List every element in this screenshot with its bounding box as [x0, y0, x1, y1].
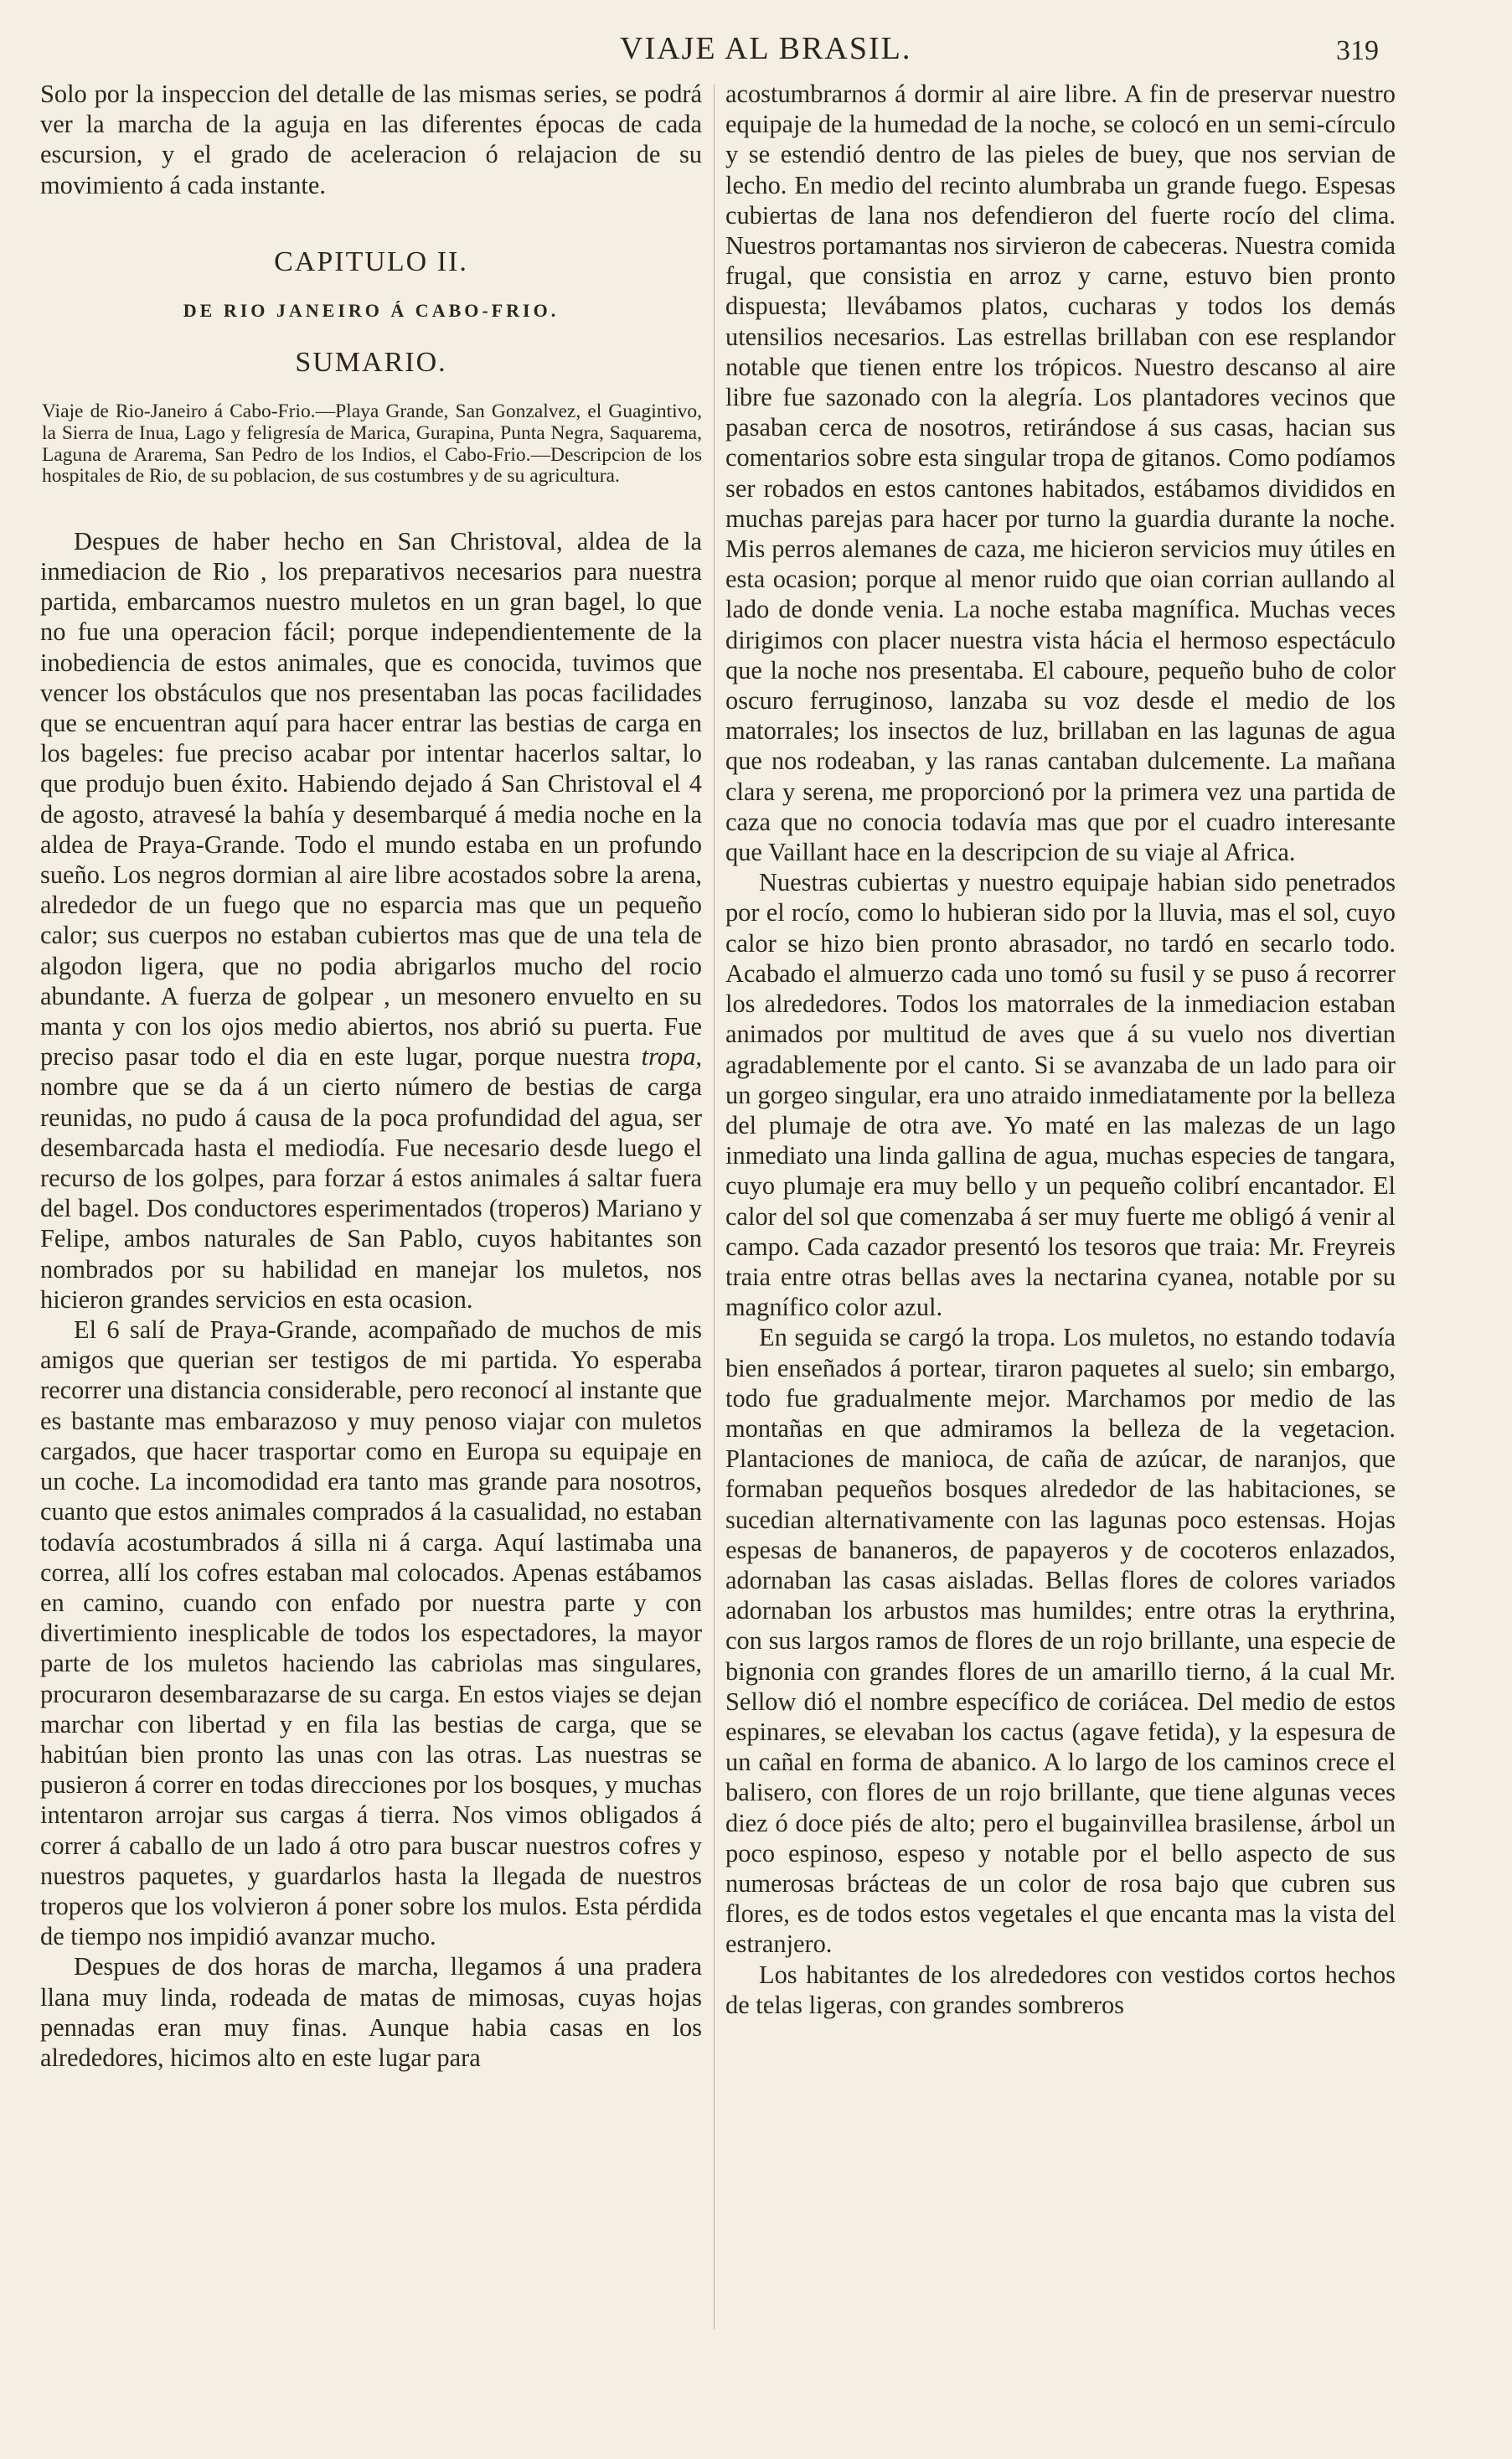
body-paragraph: En seguida se cargó la tropa. Los muletos, no estando todavía bien enseñados á portear, tiraron paquetes al suelo; sin embargo, todo fue gradualmente mejor. Marchamos por medio de las montañas en que admiramos la belleza de la vegetacion. Plantaciones de manioca, de caña de azúcar, de naranjos, que formaban pequeños bosques alrededor de las habitaciones, se sucedian alternativamente con las lagunas poco estensas. Hojas espesas de bananeros, de papayeros y de cocoteros enlazados, adornaban las casas aisladas. Bellas flores de colores variados adornaban los arbustos mas humildes; entre otras la erythrina, con sus largos ramos de flores de un rojo brillante, una especie de bignonia con grandes flores de un amarillo tierno, á la cual Mr. Sellow dió el nombre específico de coriácea. Del medio de estos espinares, se elevaban los cactus (agave fetida), y la espesura de un cañal en forma de abanico. A lo largo de los caminos crece el balisero, con flores de un rojo brillante, que tiene algunas veces diez ó doce piés de alto; pero el bugainvillea brasilense, árbol un poco espinoso, espeso y notable por el bello aspecto de sus numerosas brácteas de un color de rosa bajo que cubren sus flores, es de todos estos vegetales el que encanta mas la vista del estranjero. [725, 1323, 1396, 1959]
chapter-subtitle: DE RIO JANEIRO Á CABO-FRIO. [183, 300, 560, 322]
running-head [0, 30, 1512, 80]
left-column [40, 79, 702, 2073]
chapter-summary: Viaje de Rio-Janeiro á Cabo-Frio.—Playa Grande, San Gonzalvez, el Guagintivo, la Sierra de Inua, Lago y feligresía de Marica, Gurapina, Punta Negra, Saquarema, Laguna de Ararema, San Pedro de los Indios, el Cabo-Frio.—Descripcion de los hospitales de Rio, de su poblacion, de sus costumbres y de su agricultura. [42, 400, 702, 488]
page-number: 319 [1336, 35, 1379, 66]
body-paragraph: Despues de dos horas de marcha, llegamos á una pradera llana muy linda, rodeada de matas de mimosas, cuyas hojas pennadas eran muy finas. Aunque habia casas en los alrededores, hicimos alto en este lugar para [40, 1952, 702, 2072]
paragraph-text: nombre que se da á un cierto número de bestias de carga reunidas, no pudo á causa de la poca profundidad del agua, ser desembarcada hasta el mediodía. Fue necesario desde luego el recurso de los golpes, para forzar á estos animales á saltar fuera del bagel. Dos conductores esperimentados (troperos) Mariano y Felipe, ambos naturales de San Pablo, cuyos habitantes son nombrados por su habilidad en manejar los muletos, nos hicieron grandes servicios en esta ocasion. [40, 1072, 702, 1314]
body-paragraph: Nuestras cubiertas y nuestro equipaje habian sido penetrados por el rocío, como lo hubieran sido por la lluvia, mas el sol, cuyo calor se hizo bien pronto abrasador, no tardó en secarlo todo. Acabado el almuerzo cada uno tomó su fusil y se puso á recorrer los alrededores. Todos los matorrales de la inmediacion estaban animados por multitud de aves que á su vuelo nos divertian agradablemente por el canto. Si se avanzaba de un lado para oir un gorgeo singular, era uno atraido inmediatamente por la belleza del plumaje de otra ave. Yo maté en las malezas de un lago inmediato una linda gallina de agua, muchas especies de tangara, cuyo plumaje era muy bello y un pequeño colibrí encantador. El calor del sol que comenzaba á ser muy fuerte me obligó á venir al campo. Cada cazador presentó los tesoros que traia: Mr. Freyreis traia entre otras bellas aves la nectarina cyanea, notable por su magnífico color azul. [725, 868, 1396, 1322]
body-paragraph [40, 526, 702, 1315]
paragraph-text: Despues de haber hecho en San Christoval, aldea de la inmediacion de Rio , los preparativos necesarios para nuestra partida, embarcamos nuestro muletos en un gran bagel, lo que no fue una operacion fácil; porque independientemente de la inobediencia de estos animales, que es conocida, tuvimos que vencer los obstáculos que nos presentaban las pocas facilidades que se encuentran aquí para hacer entrar las bestias de carga en los bageles: fue preciso acabar por intentar hacerlos saltar, lo que produjo buen éxito. Habiendo dejado á San Christoval el 4 de agosto, atravesé la bahía y desembarqué á media noche en la aldea de Praya-Grande. Todo el mundo estaba en un profundo sueño. Los negros dormian al aire libre acostados sobre la arena, alrededor de un fuego que no esparcia mas que un pequeño calor; sus cuerpos no estaban cubiertos mas que de una tela de algodon ligera, que no podia abrigarlos mucho del rocio abundante. A fuerza de golpear , un mesonero envuelto en su manta y con los ojos medio abiertos, nos abrió su puerta. Fue preciso pasar todo el dia en este lugar, porque nuestra [40, 526, 702, 1072]
intro-paragraph: Solo por la inspeccion del detalle de las mismas series, se podrá ver la marcha de la aguja en las diferentes épocas de cada escursion, y el grado de aceleracion ó relajacion de su movimiento á cada instante. [40, 80, 702, 199]
body-paragraph: Los habitantes de los alrededores con vestidos cortos hechos de telas ligeras, con grandes sombreros [725, 1960, 1396, 2019]
italic-term: tropa, [641, 1042, 702, 1072]
body-paragraph: acostumbrarnos á dormir al aire libre. A fin de preservar nuestro equipaje de la humedad de la noche, se colocó en un semi-círculo y se estendió dentro de las pieles de buey, que nos servian de lecho. En medio del recinto alumbraba un grande fuego. Espesas cubiertas de lana nos defendieron del fuerte rocío del clima. Nuestros portamantas nos sirvieron de cabeceras. Nuestra comida frugal, que consistia en arroz y carne, estuvo bien pronto dispuesta; llevábamos platos, cucharas y todos los demás utensilios necesarios. Las estrellas brillaban con ese resplandor notable que tienen entre los trópicos. Nuestro descanso al aire libre fue sazonado con la alegría. Los plantadores vecinos que pasaban cerca de nosotros, retirándose á sus casas, hacian sus comentarios sobre esta singular tropa de gitanos. Como podíamos ser robados en estos cantones habitados, estábamos divididos en muchas parejas para hacer por turno la guardia durante la noche. Mis perros alemanes de caza, me hicieron servicios muy útiles en esta ocasion; porque al menor ruido que oian corrian aullando al lado de donde venia. La noche estaba magnífica. Muchas veces dirigimos con placer nuestra vista hácia el hermoso espectáculo que la noche nos presentaba. El caboure, pequeño buho de color oscuro ferruginoso, lanzaba su voz desde el medio de los matorrales; los insectos de luz, brillaban en las lagunas de agua que nos rodeaban, y las ranas cantaban dulcemente. La mañana clara y serena, me proporcionó por la primera vez una partida de caza que no conocia todavía mas que por el cuadro interesante que Vaillant hace en la descripcion de su viaje al Africa. [725, 80, 1396, 867]
right-column [725, 79, 1396, 2020]
body-paragraph: El 6 salí de Praya-Grande, acompañado de muchos de mis amigos que querian ser testigos de mi partida. Yo esperaba recorrer una distancia considerable, pero reconocí al instante que es bastante mas embarazoso y muy penoso viajar con muletos cargados, que hacer trasportar como en Europa su equipaje en un coche. La incomodidad era tanto mas grande para nosotros, cuanto que estos animales comprados á la casualidad, no estaban todavía acostumbrados á silla ni á carga. Aquí lastimaba una correa, allí los cofres estaban mal colocados. Apenas estábamos en camino, cuando con enfado por nuestra parte y con divertimiento inesplicable de todos los espectadores, la mayor parte de los muletos haciendo las cabriolas mas singulares, procuraron desembarazarse de su carga. En estos viajes se dejan marchar con libertad y en fila las bestias de carga, que se habitúan bien pronto las unas con las otras. Las nuestras se pusieron á correr en todas direcciones por los bosques, y muchas intentaron arrojar sus cargas á tierra. Nos vimos obligados á correr á caballo de un lado á otro para buscar nuestros cofres y nuestros paquetes, y guardarlos hasta la llegada de nuestros troperos que los volvieron á poner sobre los mulos. Esta pérdida de tiempo nos impidió avanzar mucho. [40, 1315, 702, 1951]
column-divider [714, 84, 715, 2329]
chapter-title: CAPITULO II. [274, 245, 468, 277]
running-title: VIAJE AL BRASIL. [620, 31, 912, 66]
summary-title: SUMARIO. [295, 347, 447, 379]
